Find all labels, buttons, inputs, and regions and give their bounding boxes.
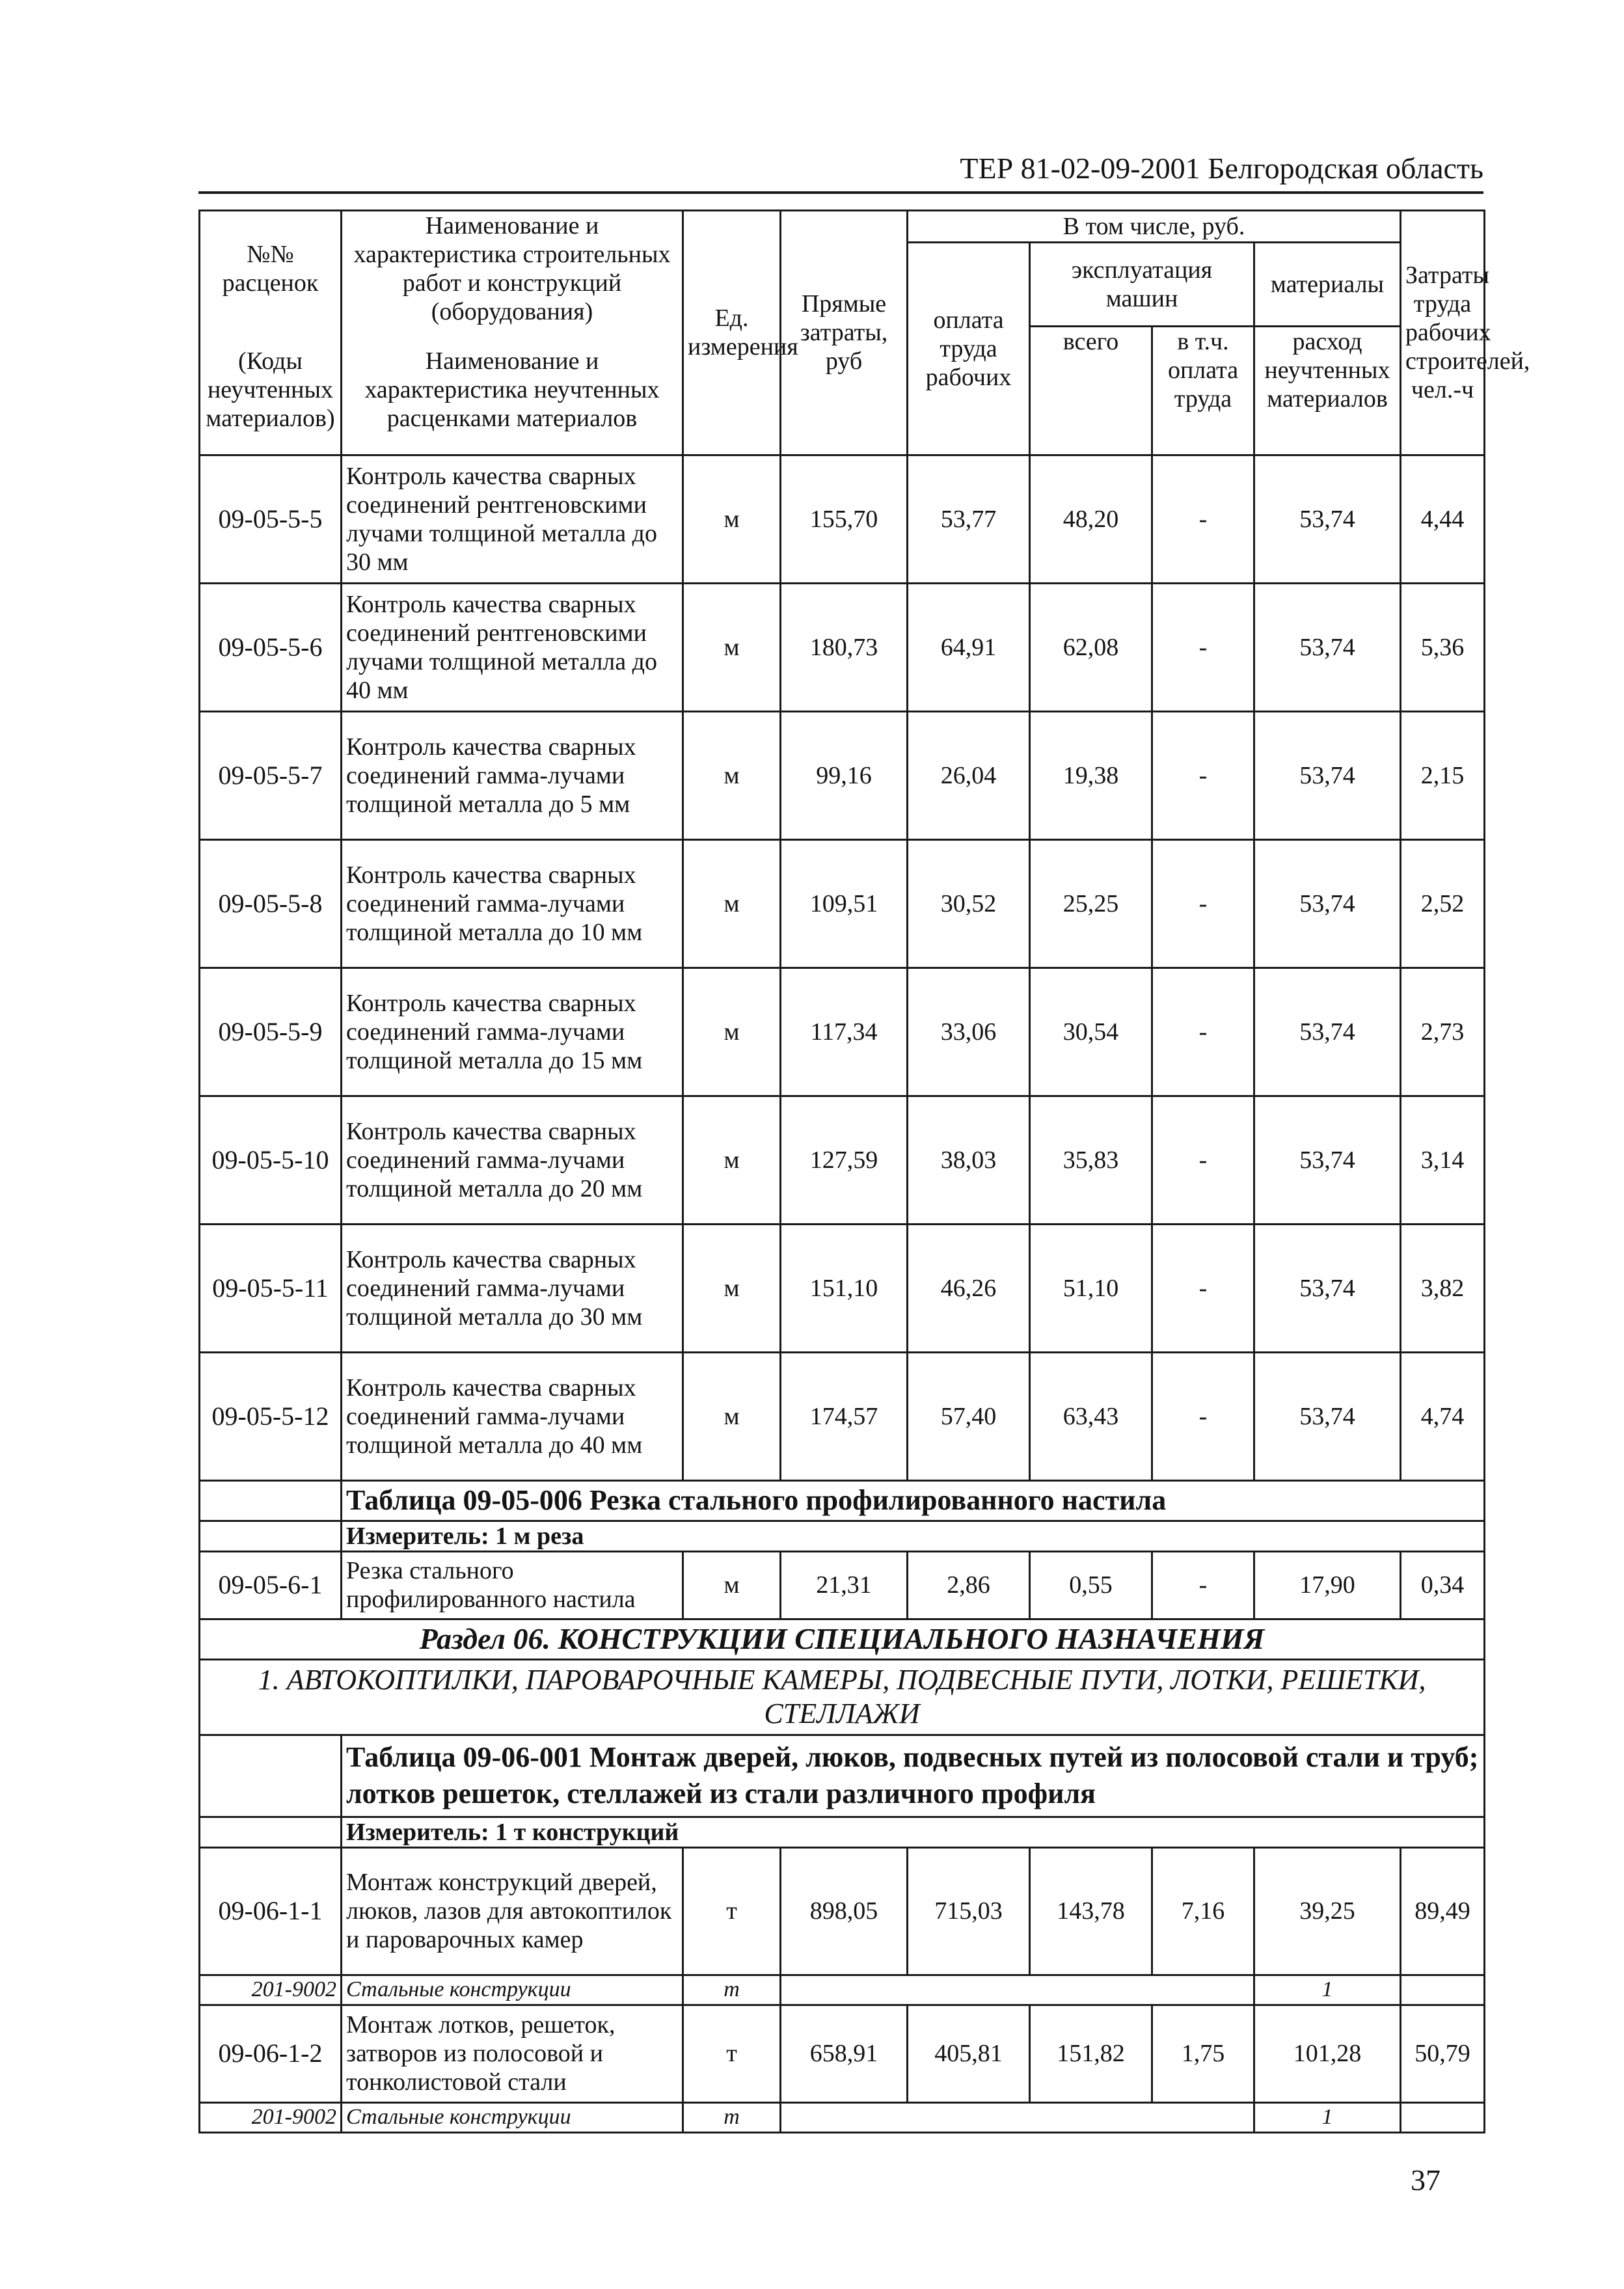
rate-machines-pay: -	[1152, 455, 1254, 583]
col-code-header: №№ расценок	[200, 211, 342, 327]
rate-labor: 30,52	[908, 839, 1030, 968]
rate-name: Контроль качества сварных соединений гамма-лучами толщиной металла до 20 мм	[342, 1096, 683, 1224]
rate-direct: 127,59	[781, 1096, 908, 1224]
subsection-row	[200, 1659, 1485, 1735]
rate-name: Резка стального профилированного настила	[342, 1551, 683, 1619]
rate-hours: 2,73	[1401, 968, 1485, 1096]
rate-code: 09-06-1-1	[200, 1847, 342, 1975]
rate-code: 09-05-5-7	[200, 711, 342, 839]
rate-name: Контроль качества сварных соединений гамма-лучами толщиной металла до 10 мм	[342, 839, 683, 968]
material-name: Стальные конструкции	[342, 2102, 683, 2132]
col-machines-header: эксплуатация машин	[1030, 243, 1254, 327]
table-row	[200, 455, 1485, 583]
rate-machines: 0,55	[1030, 1551, 1152, 1619]
rate-labor: 405,81	[908, 2005, 1030, 2102]
rate-name: Контроль качества сварных соединений рентгеновскими лучами толщиной металла до 40 мм	[342, 583, 683, 711]
rate-machines: 19,38	[1030, 711, 1152, 839]
meter-row	[200, 1521, 1485, 1551]
rate-machines: 25,25	[1030, 839, 1152, 968]
rate-unit: м	[683, 1224, 781, 1352]
rate-name: Монтаж лотков, решеток, затворов из полосовой и тонколистовой стали	[342, 2005, 683, 2102]
table-row	[200, 1224, 1485, 1352]
rate-direct: 109,51	[781, 839, 908, 968]
rate-materials: 53,74	[1254, 1096, 1401, 1224]
section-title: Раздел 06. КОНСТРУКЦИИ СПЕЦИАЛЬНОГО НАЗНАЧЕНИЯ	[200, 1619, 1485, 1659]
rate-machines-pay: -	[1152, 1551, 1254, 1619]
rate-code: 09-05-5-6	[200, 583, 342, 711]
rate-machines: 62,08	[1030, 583, 1152, 711]
rate-machines-pay: -	[1152, 583, 1254, 711]
material-name: Стальные конструкции	[342, 1975, 683, 2005]
rate-machines: 51,10	[1030, 1224, 1152, 1352]
rate-machines-pay: -	[1152, 839, 1254, 968]
rate-code: 09-05-5-11	[200, 1224, 342, 1352]
table-title: Таблица 09-05-006 Резка стального профилированного настила	[342, 1480, 1485, 1521]
rate-materials: 101,28	[1254, 2005, 1401, 2102]
rate-name: Контроль качества сварных соединений гамма-лучами толщиной металла до 5 мм	[342, 711, 683, 839]
rate-direct: 117,34	[781, 968, 908, 1096]
rate-labor: 38,03	[908, 1096, 1030, 1224]
material-unit: т	[683, 1975, 781, 2005]
rate-name: Контроль качества сварных соединений гамма-лучами толщиной металла до 30 мм	[342, 1224, 683, 1352]
rate-machines-pay: -	[1152, 1224, 1254, 1352]
rate-materials: 53,74	[1254, 1224, 1401, 1352]
table-row	[200, 1551, 1485, 1619]
rate-direct: 21,31	[781, 1551, 908, 1619]
rate-code: 09-05-5-10	[200, 1096, 342, 1224]
rate-direct: 180,73	[781, 583, 908, 711]
rate-materials: 53,74	[1254, 455, 1401, 583]
rate-unit: м	[683, 1352, 781, 1480]
rate-direct: 898,05	[781, 1847, 908, 1975]
rate-labor: 26,04	[908, 711, 1030, 839]
material-qty: 1	[1254, 2102, 1401, 2132]
page-number: 37	[1411, 2163, 1441, 2197]
table-title-row	[200, 1480, 1485, 1521]
rate-machines-pay: -	[1152, 968, 1254, 1096]
rate-machines-pay: -	[1152, 1352, 1254, 1480]
rate-hours: 0,34	[1401, 1551, 1485, 1619]
col-materials-header: материалы	[1254, 243, 1401, 327]
rate-name: Контроль качества сварных соединений рентгеновскими лучами толщиной металла до 30 мм	[342, 455, 683, 583]
rate-materials: 53,74	[1254, 711, 1401, 839]
subsection-title: 1. АВТОКОПТИЛКИ, ПАРОВАРОЧНЫЕ КАМЕРЫ, ПОДВЕСНЫЕ ПУТИ, ЛОТКИ, РЕШЕТКИ, СТЕЛЛАЖИ	[200, 1659, 1485, 1735]
rate-unit: т	[683, 1847, 781, 1975]
col-unit-header: Ед. измерения	[683, 211, 781, 455]
material-code: 201-9002	[200, 2102, 342, 2132]
header-rule	[198, 191, 1483, 194]
rate-code: 09-05-6-1	[200, 1551, 342, 1619]
rate-labor: 64,91	[908, 583, 1030, 711]
rate-unit: м	[683, 455, 781, 583]
rate-machines: 48,20	[1030, 455, 1152, 583]
col-including-header: В том числе, руб.	[908, 211, 1401, 243]
table-row	[200, 583, 1485, 711]
rate-code: 09-05-5-8	[200, 839, 342, 968]
table-title-row	[200, 1735, 1485, 1817]
rate-labor: 46,26	[908, 1224, 1030, 1352]
rate-code: 09-05-5-12	[200, 1352, 342, 1480]
table-row	[200, 1847, 1485, 1975]
table-row	[200, 839, 1485, 968]
rate-code: 09-05-5-5	[200, 455, 342, 583]
rate-unit: м	[683, 711, 781, 839]
rate-machines: 143,78	[1030, 1847, 1152, 1975]
material-row	[200, 2102, 1485, 2132]
document-header: ТЕР 81-02-09-2001 Белгородская область	[960, 152, 1483, 185]
rate-unit: м	[683, 1551, 781, 1619]
table-row	[200, 711, 1485, 839]
col-name-header: Наименование и характеристика строительных работ и конструкций (оборудования)	[342, 211, 683, 327]
rate-machines-pay: 1,75	[1152, 2005, 1254, 2102]
rate-hours: 89,49	[1401, 1847, 1485, 1975]
rate-machines-pay: -	[1152, 711, 1254, 839]
rate-unit: м	[683, 839, 781, 968]
rate-hours: 50,79	[1401, 2005, 1485, 2102]
col-machines-pay-header: в т.ч. оплата труда	[1152, 326, 1254, 455]
table-row	[200, 1096, 1485, 1224]
rate-machines: 30,54	[1030, 968, 1152, 1096]
col-hours-header: Затраты труда рабочих строителей, чел.-ч	[1401, 211, 1485, 455]
col-direct-header: Прямые затраты, руб	[781, 211, 908, 455]
rate-code: 09-06-1-2	[200, 2005, 342, 2102]
col-labor-header: оплата труда рабочих	[908, 243, 1030, 455]
rate-machines: 63,43	[1030, 1352, 1152, 1480]
rate-materials: 39,25	[1254, 1847, 1401, 1975]
rate-hours: 4,74	[1401, 1352, 1485, 1480]
table-row	[200, 968, 1485, 1096]
rate-hours: 2,52	[1401, 839, 1485, 968]
rate-direct: 155,70	[781, 455, 908, 583]
table-title: Таблица 09-06-001 Монтаж дверей, люков, подвесных путей из полосовой стали и труб; лотков решеток, стеллажей из стали различного профиля	[342, 1735, 1485, 1817]
rate-unit: м	[683, 1096, 781, 1224]
table-meter: Измеритель: 1 м реза	[342, 1521, 1485, 1551]
meter-row	[200, 1817, 1485, 1847]
rate-materials: 53,74	[1254, 583, 1401, 711]
material-unit: т	[683, 2102, 781, 2132]
rate-labor: 57,40	[908, 1352, 1030, 1480]
rate-labor: 33,06	[908, 968, 1030, 1096]
rate-code: 09-05-5-9	[200, 968, 342, 1096]
table-meter: Измеритель: 1 т конструкций	[342, 1817, 1485, 1847]
rate-name: Контроль качества сварных соединений гамма-лучами толщиной металла до 15 мм	[342, 968, 683, 1096]
rate-unit: м	[683, 583, 781, 711]
rate-materials: 53,74	[1254, 1352, 1401, 1480]
rate-hours: 5,36	[1401, 583, 1485, 711]
rate-name: Контроль качества сварных соединений гамма-лучами толщиной металла до 40 мм	[342, 1352, 683, 1480]
col-machines-total-header: всего	[1030, 326, 1152, 455]
material-code: 201-9002	[200, 1975, 342, 2005]
rate-machines-pay: 7,16	[1152, 1847, 1254, 1975]
rate-unit: т	[683, 2005, 781, 2102]
table-row	[200, 2005, 1485, 2102]
material-row	[200, 1975, 1485, 2005]
rate-direct: 658,91	[781, 2005, 908, 2102]
header-row-1	[200, 211, 1485, 243]
rate-materials: 53,74	[1254, 839, 1401, 968]
section-row	[200, 1619, 1485, 1659]
rate-name: Монтаж конструкций дверей, люков, лазов для автокоптилок и пароварочных камер	[342, 1847, 683, 1975]
rate-direct: 151,10	[781, 1224, 908, 1352]
rate-machines: 35,83	[1030, 1096, 1152, 1224]
col-materials-alt-header: расход неучтенных материалов	[1254, 326, 1401, 455]
rate-direct: 174,57	[781, 1352, 908, 1480]
rate-hours: 2,15	[1401, 711, 1485, 839]
rate-hours: 3,82	[1401, 1224, 1485, 1352]
rate-hours: 4,44	[1401, 455, 1485, 583]
rate-direct: 99,16	[781, 711, 908, 839]
col-name-alt-header: Наименование и характеристика неучтенных расценками материалов	[342, 326, 683, 455]
rate-machines: 151,82	[1030, 2005, 1152, 2102]
rate-materials: 53,74	[1254, 968, 1401, 1096]
material-qty: 1	[1254, 1975, 1401, 2005]
rate-labor: 2,86	[908, 1551, 1030, 1619]
rate-hours: 3,14	[1401, 1096, 1485, 1224]
rate-labor: 715,03	[908, 1847, 1030, 1975]
rates-table	[198, 210, 1530, 2133]
rate-unit: м	[683, 968, 781, 1096]
table-row	[200, 1352, 1485, 1480]
rate-machines-pay: -	[1152, 1096, 1254, 1224]
col-code-alt-header: (Коды неучтенных материалов)	[200, 326, 342, 455]
rate-materials: 17,90	[1254, 1551, 1401, 1619]
rate-labor: 53,77	[908, 455, 1030, 583]
